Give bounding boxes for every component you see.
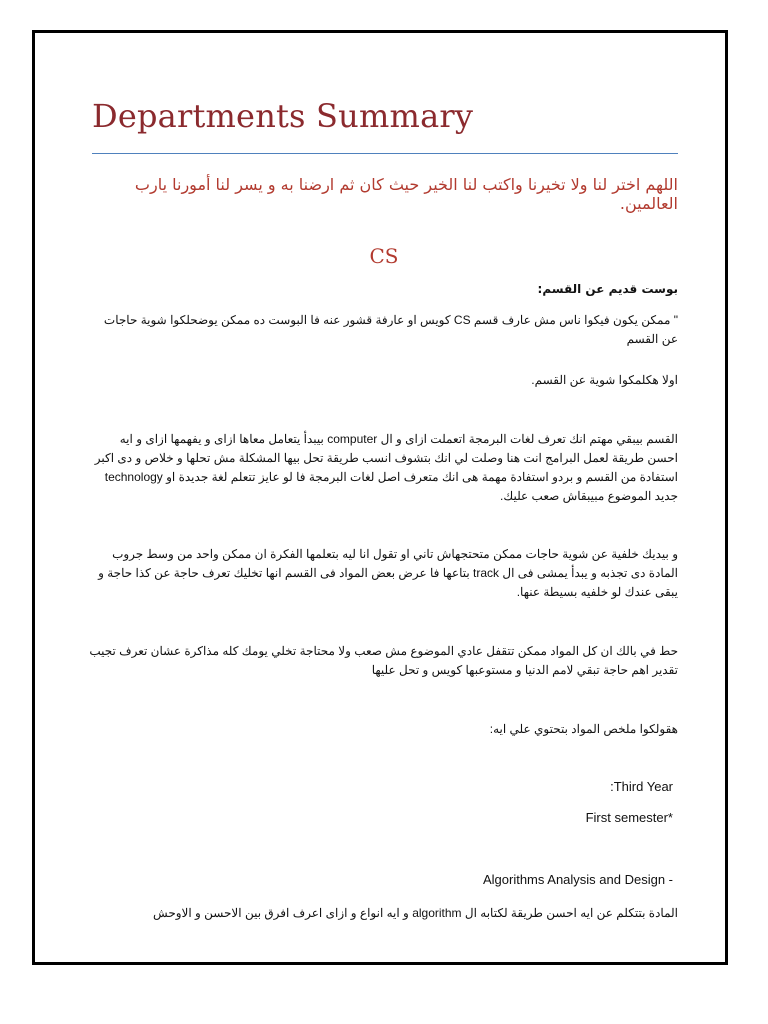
paragraph-first: اولا هكلمكوا شوية عن القسم. [531,373,678,387]
paragraph-summary-intro: هقولكوا ملخص المواد بتحتوي علي ايه: [489,722,678,736]
course-description: المادة بتتكلم عن ايه احسن طريقة لكتابه ال algorithm و ايه انواع و ازاى اعرف افرق بين الاحسن و الاوحش [153,906,678,920]
paragraph-intro: " ممكن يكون فيكوا ناس مش عارف قسم CS كويس او عارفة قشور عنه فا البوست ده ممكن يوضحلكوا شوية حاجات عن القسم [103,313,678,346]
paragraph-department: القسم بيبقي مهتم انك تعرف لغات البرمجة اتعملت ازاى و ال computer بيبدأ يتعامل معاها ازاى و يفهمها ازاى و ايه احسن طريقة لعمل البرامج انت هنا وصلت لي انك بتشوف انسب طريقة تحل بيها المشكلة مش تحلها و خلاص و دى اكبر استفادة من القسم و بردو استفادة مهمة هى انك متعرف اصل لغات البرمجة فا لو عايز تتعلم لغة جديدة او technology جديد الموضوع مبيبقاش صعب عليك. [94,432,678,503]
year-label: :Third Year [610,779,673,794]
semester-label: First semester* [585,810,673,825]
sub-heading: بوست قديم عن القسم: [537,282,678,296]
dua-line: اللهم اختر لنا ولا تخيرنا واكتب لنا الخير حيث كان ثم ارضنا به و يسر لنا أمورنا يارب العالمين. [134,175,678,213]
course-title: Algorithms Analysis and Design - [482,872,673,887]
paragraph-advice: حط في بالك ان كل المواد ممكن تتقفل عادي الموضوع مش صعب ولا محتاجة تخلي يومك كله مذاكرة عشان تعرف تجيب تقدير اهم حاجة تبقي لامم الدنيا و مستوعبها كويس و تحل عليها [89,644,678,677]
title-underline [92,153,678,154]
paragraph-background: و بيديك خلفية عن شوية حاجات ممكن متحتجهاش تاني او تقول انا ليه بتعلمها الفكرة ان ممكن واحد من وسط جروب المادة دى تجذبه و يبدأ يمشى فى ال track بتاعها فا عرض بعض المواد فى القسم انها تخليك تعرف حاجة عن كذا حاجة و يبقى عندك لو خلفيه بسيطة عنها. [98,547,678,599]
document-title: Departments Summary [92,97,474,135]
section-heading-cs: CS [369,244,399,268]
